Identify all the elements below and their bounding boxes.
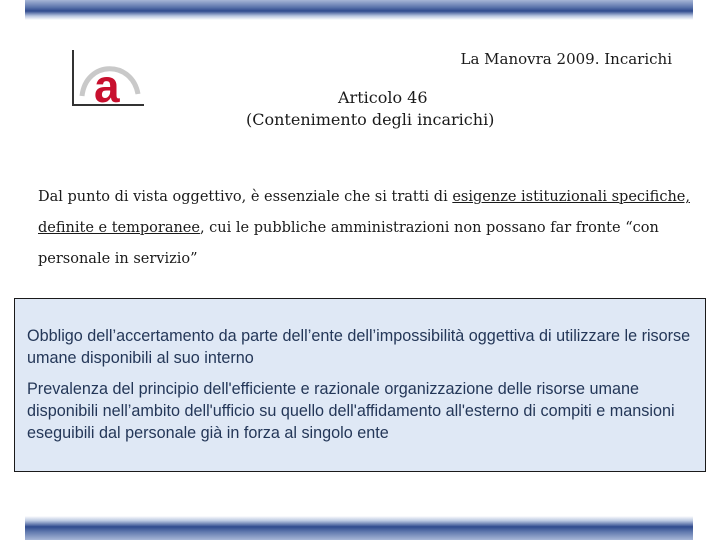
article-subtitle: (Contenimento degli incarichi) — [246, 110, 495, 129]
body-paragraph — [38, 182, 698, 275]
body-underlined-1: esigenze istituzionali specifiche, — [452, 189, 690, 205]
body-text-2: , cui le pubbliche amministrazioni non possano far fronte “con personale in servizio” — [38, 220, 659, 267]
body-underlined-2: definite e temporanee — [38, 220, 200, 236]
highlight-box — [14, 298, 706, 472]
top-decorative-band — [25, 0, 693, 20]
logo — [72, 50, 144, 106]
logo-mark — [76, 50, 142, 106]
box-paragraph-2: Prevalenza del principio dell'efficiente e razionale organizzazione delle risorse umane disponibili nell’ambito dell'ufficio su quello dell'affidamento all'esterno di compiti e mansioni eseguibili dal personale già in forza al singolo ente — [27, 380, 675, 442]
article-heading — [220, 87, 660, 131]
body-text-1: Dal punto di vista oggettivo, è essenziale che si tratti di — [38, 189, 453, 205]
logo-letter: a — [94, 60, 120, 106]
bottom-decorative-band — [25, 516, 693, 540]
page-title: La Manovra 2009. Incarichi — [460, 50, 672, 68]
article-number: Articolo 46 — [338, 88, 428, 107]
box-paragraph-1: Obbligo dell’accertamento da parte dell’ente dell’impossibilità oggettiva di utilizzare le risorse umane disponibili al suo interno — [27, 327, 691, 367]
logo-bar — [72, 50, 74, 106]
